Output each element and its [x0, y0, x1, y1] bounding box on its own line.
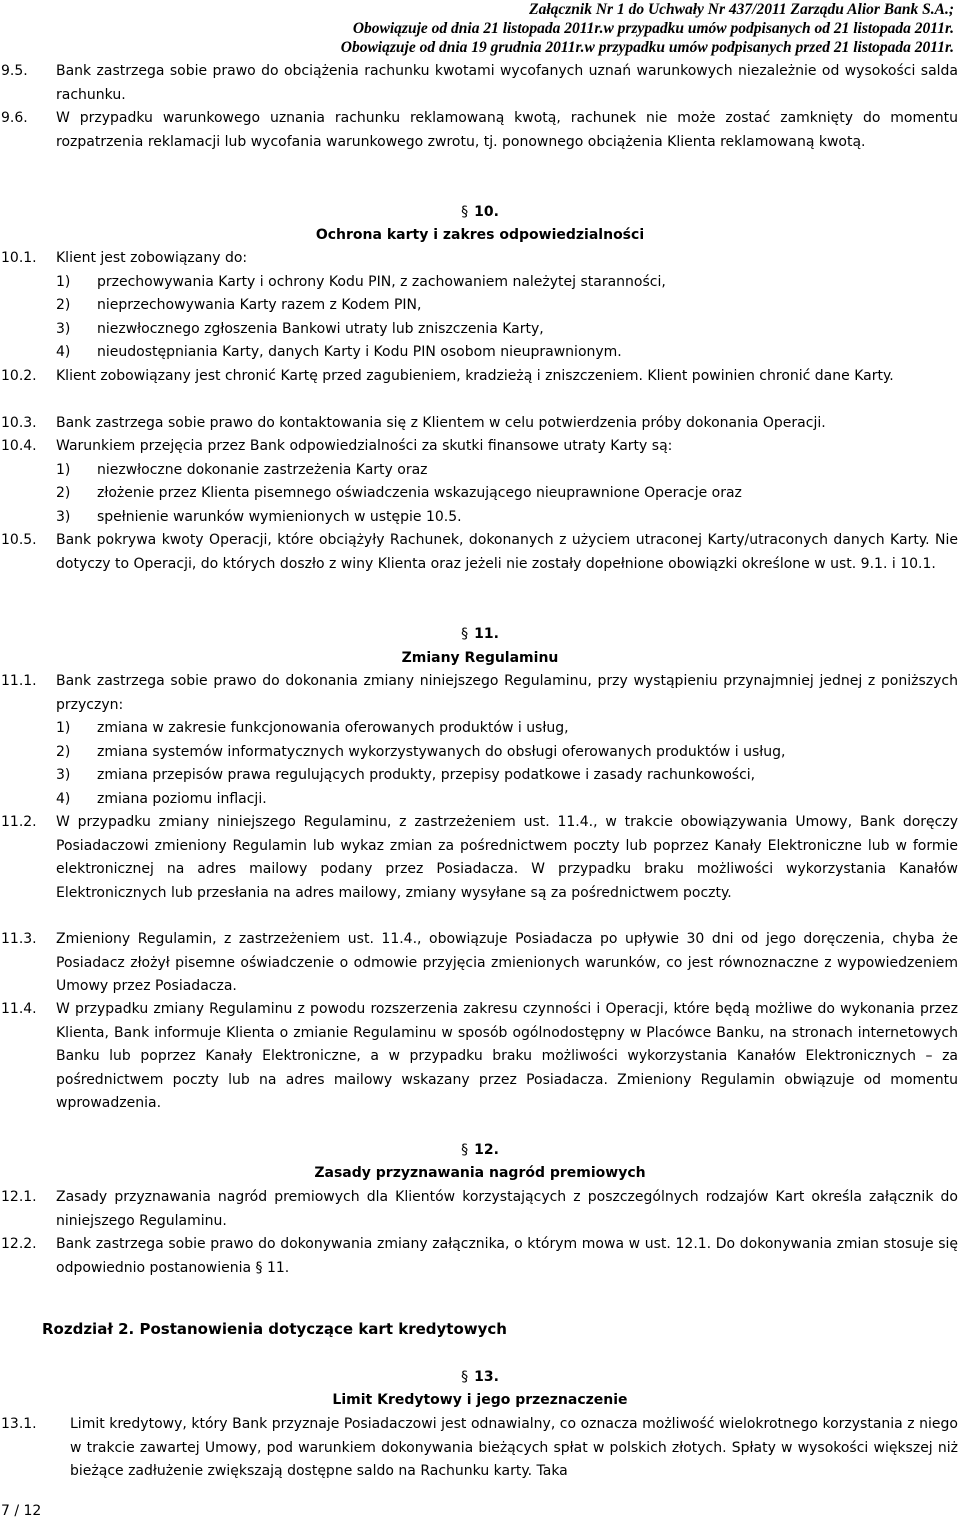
document-header [341, 0, 954, 57]
list-item: 1) przechowywania Karty i ochrony Kodu PIN, z zachowaniem należytej staranności, [56, 274, 666, 290]
paragraph-13-1 [0, 1413, 958, 1484]
paragraph-text: Bank zastrzega sobie prawo do obciążenia rachunku kwotami wycofanych uznań warunkowych niezależnie od wysokości salda rachunku. [56, 63, 958, 103]
paragraph-text: Bank zastrzega sobie prawo do dokonywania zmiany załącznika, o którym mowa w ust. 12.1. Do dokonywania zmian stosuje się odpowiednio postanowienia § 11. [56, 1236, 958, 1276]
page-number: 7 / 12 [1, 1503, 42, 1519]
paragraph-10-3 [0, 412, 958, 436]
paragraph-12-1 [0, 1186, 958, 1233]
section-number: 12. [474, 1142, 499, 1158]
paragraph-text: Zmieniony Regulamin, z zastrzeżeniem ust. 11.4., obowiązuje Posiadacza po upływie 30 dni od jego doręczenia, chyba że Posiadacz złożył pisemne oświadczenie o odmowie przyjęcia zmienionych warunków, co jest równoznaczne z wypowiedzeniem Umowy przez Posiadacza. [56, 931, 958, 994]
section-title-10: Ochrona karty i zakres odpowiedzialności [315, 227, 645, 243]
list-item: 3) zmiana przepisów prawa regulujących produkty, przepisy podatkowe i zasady rachunkowości, [56, 767, 756, 783]
section-heading-11 [0, 623, 960, 647]
list-item: 3) niezwłocznego zgłoszenia Bankowi utraty lub zniszczenia Karty, [56, 321, 544, 337]
paragraph-number: 10.5. [1, 532, 37, 548]
header-line-2: Obowiązuje od dnia 21 listopada 2011r.w przypadku umów podpisanych od 21 listopada 2011r. [352, 20, 954, 37]
paragraph-text: Bank zastrzega sobie prawo do dokonania zmiany niniejszego Regulaminu, przy wystąpieniu przynajmniej jednej z poniższych przyczyn: [56, 673, 958, 713]
paragraph-number: 10.2. [1, 368, 37, 384]
paragraph-number: 10.4. [1, 438, 37, 454]
paragraph-number: 11.4. [1, 1001, 37, 1017]
paragraph-number: 11.3. [1, 931, 37, 947]
paragraph-9-5 [0, 60, 958, 107]
paragraph-text: Limit kredytowy, który Bank przyznaje Posiadaczowi jest odnawialny, co oznacza możliwość wielokrotnego korzystania z niego w trakcie zawartej Umowy, pod warunkiem dokonywania bieżących spłat w polskich złotych. Spłaty w wysokości większej niż bieżące zadłużenie zwiększają dostępne saldo na Rachunku karty. Taka [70, 1416, 958, 1479]
section-title-11: Zmiany Regulaminu [401, 650, 559, 666]
section-heading-10 [0, 201, 960, 225]
paragraph-11-2 [0, 811, 958, 905]
list-item: 2) zmiana systemów informatycznych wykorzystywanych do obsługi oferowanych produktów i usług, [56, 744, 786, 760]
section-number: 13. [474, 1369, 499, 1385]
paragraph-number: 12.2. [1, 1236, 37, 1252]
section-symbol: § [461, 1142, 469, 1158]
section-heading-13 [0, 1366, 960, 1390]
list-item: 4) nieudostępniania Karty, danych Karty i Kodu PIN osobom nieuprawnionym. [56, 344, 622, 360]
paragraph-text: Klient jest zobowiązany do: [56, 250, 248, 266]
paragraph-text: Warunkiem przejęcia przez Bank odpowiedzialności za skutki finansowe utraty Karty są: [56, 438, 673, 454]
paragraph-text: W przypadku zmiany niniejszego Regulaminu, z zastrzeżeniem ust. 11.4., w trakcie obowiązywania Umowy, Bank doręczy Posiadaczowi zmieniony Regulamin lub wykaz zmian za pośrednictwem poczty lub poprzez Kanały Elektroniczne lub w formie elektronicznej na adres mailowy podany przez Posiadacza. W przypadku braku możliwości wykorzystania Kanałów Elektronicznych lub przesłania na adres mailowy, zmiany wysyłane są za pośrednictwem poczty. [56, 814, 958, 901]
paragraph-11-4 [0, 998, 958, 1116]
paragraph-9-6 [0, 107, 958, 154]
paragraph-11-1 [0, 670, 958, 717]
paragraph-12-2 [0, 1233, 958, 1280]
paragraph-number: 11.1. [1, 673, 37, 689]
section-number: 10. [474, 204, 499, 220]
list-item: 1) niezwłoczne dokonanie zastrzeżenia Karty oraz [56, 462, 428, 478]
paragraph-11-3 [0, 928, 958, 999]
section-heading-12 [0, 1139, 960, 1163]
list-item: 3) spełnienie warunków wymienionych w ustępie 10.5. [56, 509, 462, 525]
section-symbol: § [461, 204, 469, 220]
header-line-3: Obowiązuje od dnia 19 grudnia 2011r.w przypadku umów podpisanych przed 21 listopada 2011r. [340, 39, 954, 56]
paragraph-10-1 [0, 247, 958, 271]
paragraph-number: 10.3. [1, 415, 37, 431]
paragraph-10-2 [0, 365, 958, 389]
paragraph-number: 9.5. [1, 63, 28, 79]
paragraph-text: Zasady przyznawania nagród premiowych dla Klientów korzystających z poszczególnych rodzajów Kart określa załącznik do niniejszego Regulaminu. [56, 1189, 958, 1229]
paragraph-text: W przypadku warunkowego uznania rachunku reklamowaną kwotą, rachunek nie może zostać zamknięty do momentu rozpatrzenia reklamacji lub wycofania warunkowego zwrotu, tj. ponownego obciążenia Klienta reklamowaną kwotą. [56, 110, 958, 150]
list-item: 2) nieprzechowywania Karty razem z Kodem PIN, [56, 297, 422, 313]
section-symbol: § [461, 626, 469, 642]
paragraph-text: W przypadku zmiany Regulaminu z powodu rozszerzenia zakresu czynności i Operacji, które będą możliwe do wykonania przez Klienta, Bank informuje Klienta o zmianie Regulaminu w sposób ogólnodostępny w Placówce Banku, na stronach internetowych Banku lub poprzez Kanały Elektroniczne, a w przypadku braku możliwości wykorzystania Kanałów Elektronicznych – za pośrednictwem poczty lub na adres mailowy wskazany przez Posiadacza. Zmieniony Regulamin obwiązuje od momentu wprowadzenia. [56, 1001, 958, 1111]
paragraph-text: Bank pokrywa kwoty Operacji, które obciążyły Rachunek, dokonanych z użyciem utraconej Karty/utraconych danych Karty. Nie dotyczy to Operacji, do których doszło z winy Klienta oraz jeżeli nie zostały dopełnione obowiązki określone w ust. 9.1. i 10.1. [56, 532, 958, 572]
paragraph-10-4 [0, 435, 958, 459]
list-item: 4) zmiana poziomu inflacji. [56, 791, 267, 807]
list-item: 1) zmiana w zakresie funkcjonowania oferowanych produktów i usług, [56, 720, 569, 736]
section-title-12: Zasady przyznawania nagród premiowych [314, 1165, 646, 1181]
header-line-1: Załącznik Nr 1 do Uchwały Nr 437/2011 Zarządu Alior Bank S.A.; [529, 1, 954, 18]
paragraph-number: 10.1. [1, 250, 37, 266]
section-number: 11. [474, 626, 499, 642]
paragraph-number: 9.6. [1, 110, 28, 126]
section-symbol: § [461, 1369, 469, 1385]
paragraph-text: Klient zobowiązany jest chronić Kartę przed zagubieniem, kradzieżą i zniszczeniem. Klient powinien chronić dane Karty. [56, 368, 894, 384]
paragraph-text: Bank zastrzega sobie prawo do kontaktowania się z Klientem w celu potwierdzenia próby dokonania Operacji. [56, 415, 826, 431]
section-title-13: Limit Kredytowy i jego przeznaczenie [332, 1392, 628, 1408]
paragraph-10-5 [0, 529, 958, 576]
paragraph-number: 12.1. [1, 1189, 37, 1205]
paragraph-number: 11.2. [1, 814, 37, 830]
list-item: 2) złożenie przez Klienta pisemnego oświadczenia wskazującego nieuprawnione Operacje oraz [56, 485, 742, 501]
paragraph-number: 13.1. [1, 1416, 37, 1432]
chapter-title: Rozdział 2. Postanowienia dotyczące kart kredytowych [42, 1320, 507, 1338]
